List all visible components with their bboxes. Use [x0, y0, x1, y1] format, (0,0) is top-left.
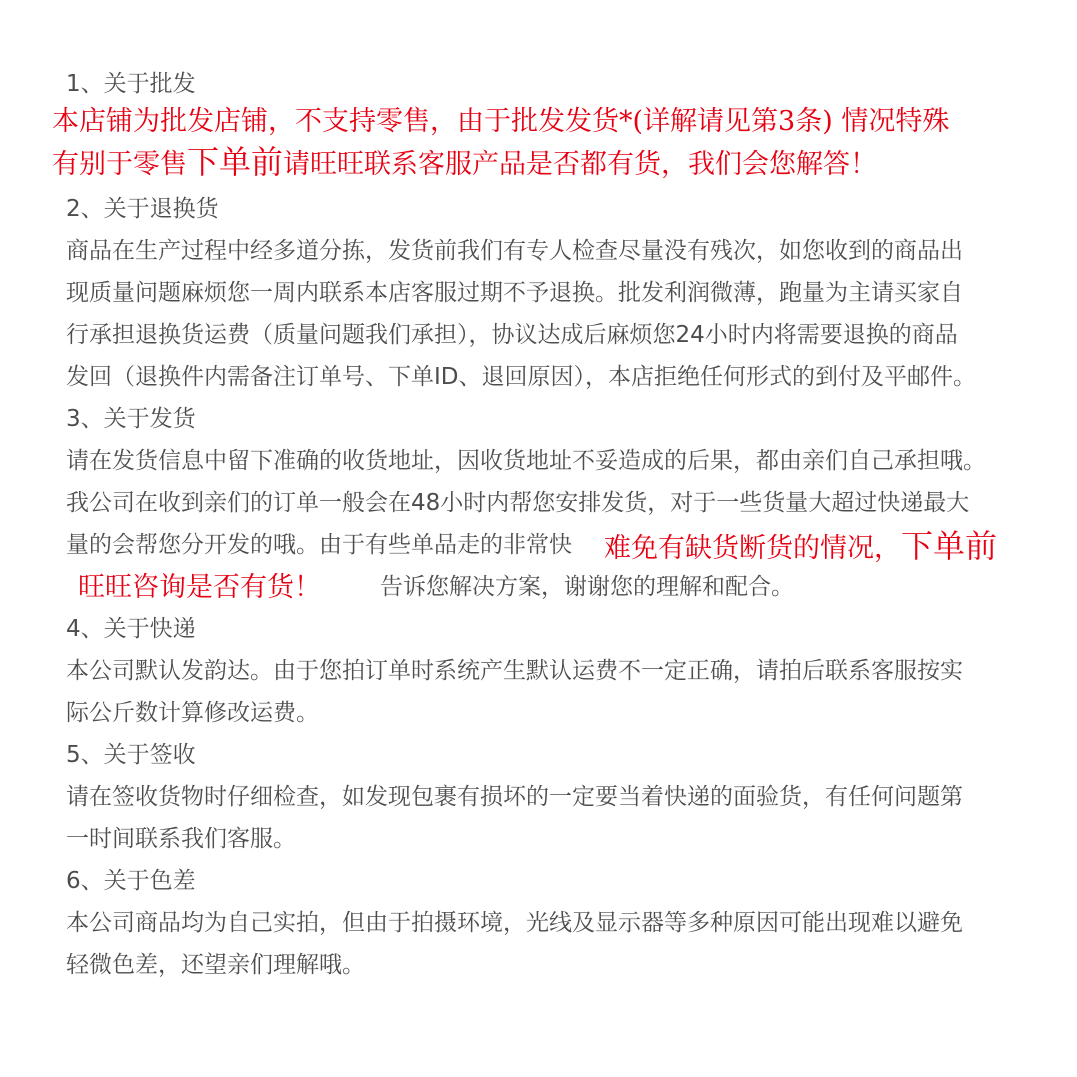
- shipping-stock-emphasis: 下单前: [901, 527, 998, 565]
- returns-line-4: 发回（退换件内需备注订单号、下单ID、退回原因），本店拒绝任何形式的到付及平邮件。: [66, 364, 976, 390]
- receipt-line-1: 请在签收货物时仔细检查，如发现包裹有损坏的一定要当着快递的面验货，有任何问题第: [66, 784, 963, 810]
- receipt-line-2: 一时间联系我们客服。: [66, 826, 296, 852]
- color-difference-line-1: 本公司商品均为自己实拍，但由于拍摄环境，光线及显示器等多种原因可能出现难以避免: [66, 910, 963, 936]
- wholesale-notice-line-1: 本店铺为批发店铺，不支持零售，由于批发发货*(详解请见第3条) 情况特殊: [52, 106, 950, 137]
- color-difference-line-2: 轻微色差，还望亲们理解哦。: [66, 952, 365, 978]
- shipping-line-3-gray: 量的会帮您分开发的哦。由于有些单品走的非常快: [66, 532, 572, 558]
- section-heading-wholesale: 1、关于批发: [66, 71, 196, 97]
- section-heading-receipt: 5、关于签收: [66, 742, 196, 768]
- section-heading-color-difference: 6、关于色差: [66, 868, 196, 894]
- section-heading-courier: 4、关于快递: [66, 616, 196, 642]
- wholesale-notice-part-c: 请旺旺联系客服产品是否都有货，我们会您解答！: [283, 149, 878, 180]
- shipping-line-4-tail: 告诉您解决方案，谢谢您的理解和配合。: [380, 574, 794, 600]
- shipping-ask-stock: 旺旺咨询是否有货！: [78, 572, 321, 603]
- wholesale-notice-line-2: [52, 143, 878, 181]
- courier-line-1: 本公司默认发韵达。由于您拍订单时系统产生默认运费不一定正确，请拍后联系客服按实: [66, 658, 963, 684]
- shipping-stock-warning: 难免有缺货断货的情况，: [604, 533, 901, 564]
- shipping-line-1: 请在发货信息中留下准确的收货地址，因收货地址不妥造成的后果，都由亲们自己承担哦。: [66, 448, 986, 474]
- returns-line-3: 行承担退换货运费（质量问题我们承担），协议达成后麻烦您24小时内将需要退换的商品: [66, 322, 958, 348]
- section-heading-shipping: 3、关于发货: [66, 406, 196, 432]
- returns-line-1: 商品在生产过程中经多道分拣，发货前我们有专人检查尽量没有残次，如您收到的商品出: [66, 238, 963, 264]
- section-heading-returns: 2、关于退换货: [66, 196, 219, 222]
- returns-line-2: 现质量问题麻烦您一周内联系本店客服过期不予退换。批发利润微薄，跑量为主请买家自: [66, 280, 963, 306]
- shipping-line-2: 我公司在收到亲们的订单一般会在48小时内帮您安排发货，对于一些货量大超过快递最大: [66, 490, 970, 516]
- wholesale-notice-part-a: 有别于零售: [52, 149, 187, 180]
- wholesale-notice-emphasis: 下单前: [187, 143, 284, 181]
- shipping-line-3-red: [604, 527, 998, 565]
- courier-line-2: 际公斤数计算修改运费。: [66, 700, 319, 726]
